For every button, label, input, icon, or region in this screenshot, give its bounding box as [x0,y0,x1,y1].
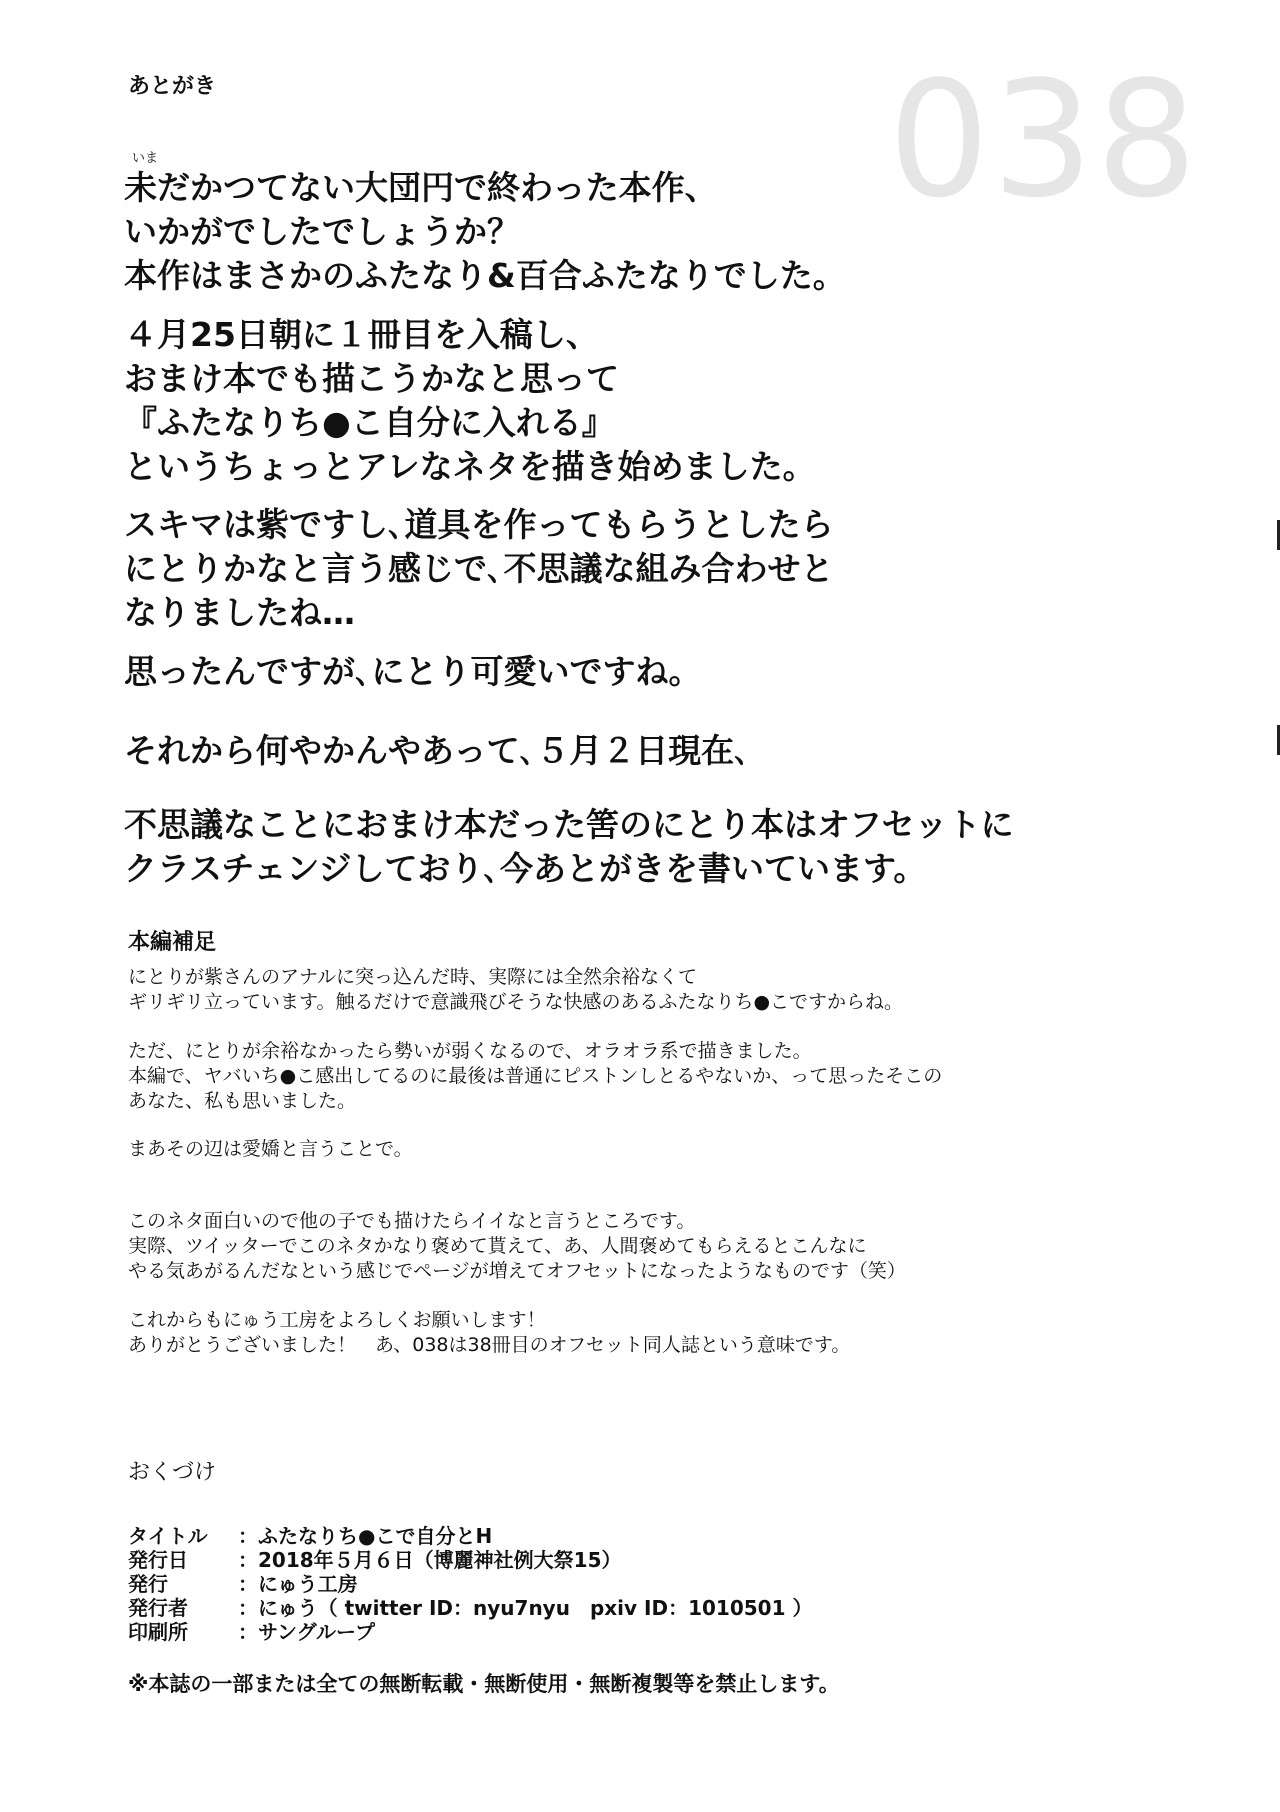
afterword-may2 [124,729,1144,773]
afterword-manuscript [124,313,1144,489]
furigana-ima: いま [132,151,159,166]
colophon-row-publisher [128,1572,812,1596]
afterword-sukima [124,503,1144,635]
text-line: 本作はまさかのふたなり&百合ふたなりでした。 [124,256,846,295]
text-line: このネタ面白いので他の子でも描けたらイイなと言うところです。 [128,1210,696,1232]
copyright-notice: ※本誌の一部または全ての無断転載・無断使用・無断複製等を禁止します。 [128,1672,840,1696]
text-line: クラスチェンジしており､今あとがきを書いています。 [124,849,927,888]
colophon-label: 印刷所 [128,1620,188,1644]
text-line: 思ったんですが､にとり可愛いですね。 [124,652,702,691]
text-line: いかがでしたでしょうか？ [124,212,520,251]
text-line: それから何やかんやあって､５月２日現在､ [124,731,751,770]
closing-paragraph-1 [128,1209,1148,1284]
text-line: ギリギリ立っています。触るだけで意識飛びそうな快感のあるふたなりち●こですからね。 [128,991,904,1013]
page-number: 038 [888,46,1200,233]
text-line: ４月25日朝に１冊目を入稿し、 [124,315,599,354]
text-line: あなた、私も思いました。 [128,1090,357,1112]
supplement-paragraph-2 [128,1039,1148,1114]
afterword-nitori [124,650,1144,694]
text-line: ありがとうございました！ あ、038は38冊目のオフセット同人誌という意味です。 [128,1334,851,1356]
colophon-value: ：2018年５月６日（博麗神社例大祭15） [238,1548,622,1572]
afterword-intro [124,166,1144,298]
colophon-label: 発行日 [128,1548,188,1572]
text-line: スキマは紫ですし､道具を作ってもらうとしたら [124,505,834,544]
text-line: ただ、にとりが余裕なかったら勢いが弱くなるので、オラオラ系で描きました。 [128,1040,812,1062]
colophon-row-author [128,1596,812,1620]
colophon-row-printer [128,1620,812,1644]
colophon-value: ：にゅう（ twitter ID：nyu7nyu pxiv ID：1010501 ） [238,1596,813,1620]
text-line: にとりかなと言う感じで､不思議な組み合わせと [124,549,834,588]
colophon-label: 発行者 [128,1596,188,1620]
colophon-value: ：サングループ [238,1620,375,1644]
text-line: 不思議なことにおまけ本だった筈のにとり本はオフセットに [124,805,1014,844]
colophon-row-date [128,1548,812,1572]
text-line: なりましたね… [124,593,355,632]
text-line: これからもにゅう工房をよろしくお願いします！ [128,1309,546,1331]
colophon-label: タイトル [128,1524,208,1548]
supplement-paragraph-3 [128,1137,1148,1162]
supplement-heading: 本編補足 [128,930,217,955]
colophon-label: 発行 [128,1572,168,1596]
text-line: 未だかつてない大団円で終わった本作、 [124,168,718,207]
colophon-value: ：ふたなりち●こで自分とH [238,1524,493,1548]
text-line: まあその辺は愛嬌と言うことで。 [128,1138,413,1160]
text-line: やる気あがるんだなという感じでページが増えてオフセットになったようなものです（笑） [128,1260,906,1282]
colophon-heading: おくづけ [128,1460,217,1485]
text-line: にとりが紫さんのアナルに突っ込んだ時、実際には全然余裕なくて [128,966,698,988]
colophon-value: ：にゅう工房 [238,1572,358,1596]
afterword-offset [124,803,1144,891]
supplement-paragraph-1 [128,965,1148,1015]
afterword-heading: あとがき [128,74,217,99]
text-line: おまけ本でも描こうかなと思って [124,359,619,398]
text-line: 『ふたなりち●こ自分に入れる』 [124,403,615,442]
text-line: 実際、ツイッターでこのネタかなり褒めて貰えて、あ、人間褒めてもらえるとこんなに [128,1235,867,1257]
closing-paragraph-2 [128,1308,1148,1358]
colophon-table [128,1524,812,1644]
text-line: 本編で、ヤバいち●こ感出してるのに最後は普通にピストンしとるやないか、って思ったそこの [128,1065,943,1087]
text-line: というちょっとアレなネタを描き始めました。 [124,447,816,486]
colophon-row-title [128,1524,812,1548]
